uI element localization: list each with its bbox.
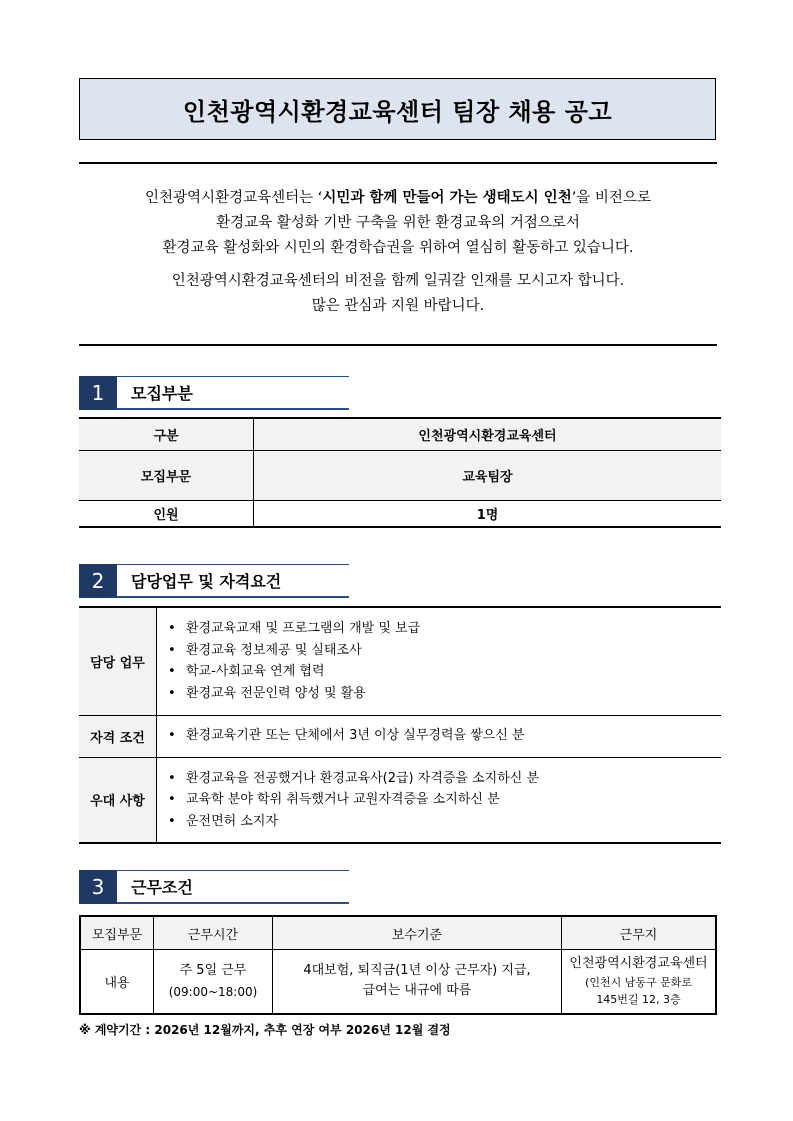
list-item: • 교육학 분야 학위 취득했거나 교원자격증을 소지하신 분 xyxy=(168,789,721,811)
table-row xyxy=(80,950,716,1014)
list-item: • 환경교육 정보제공 및 실태조사 xyxy=(168,640,721,662)
table-row xyxy=(79,450,721,500)
workplace-name: 인천광역시환경교육센터 xyxy=(569,956,708,972)
intro-line-1-start: 인천광역시환경교육센터는 ‘ xyxy=(145,190,323,206)
table-key: 담당 업무 xyxy=(79,607,157,715)
section-3-number: 3 xyxy=(79,870,117,904)
section-2-number: 2 xyxy=(79,564,117,598)
list-item: • 운전면허 소지자 xyxy=(168,811,721,833)
work-hours-time: (09:00~18:00) xyxy=(168,985,258,1000)
table-key: 인원 xyxy=(79,500,254,527)
list-item: • 환경교육교재 및 프로그램의 개발 및 보급 xyxy=(168,618,721,640)
workplace-address-2: 145번길 12, 3층 xyxy=(596,993,681,1007)
table-value: 교육팀장 xyxy=(254,450,722,500)
list-item: • 학교-사회교육 연계 협력 xyxy=(168,661,721,683)
list-item: • 환경교육을 전공했거나 환경교육사(2급) 자격증을 소지하신 분 xyxy=(168,768,721,790)
table-cell: 내용 xyxy=(80,950,154,1014)
table-row xyxy=(79,500,721,527)
table-key: 구분 xyxy=(79,418,254,450)
list-item: • 환경교육기관 또는 단체에서 3년 이상 실무경력을 쌓으신 분 xyxy=(168,725,721,747)
workplace-address-1: (인천시 남동구 문화로 xyxy=(585,976,692,990)
table-value xyxy=(157,757,722,843)
intro-line-5: 많은 관심과 지원 바랍니다. xyxy=(311,298,485,314)
salary-line-1: 4대보험, 퇴직금(1년 이상 근무자) 지급, xyxy=(303,963,531,979)
intro-text xyxy=(79,186,717,319)
intro-line-4: 인천광역시환경교육센터의 비전을 함께 일궈갈 인재를 모시고자 합니다. xyxy=(171,273,625,289)
work-hours-days: 주 5일 근무 xyxy=(179,963,247,979)
table-row xyxy=(79,757,721,843)
column-header: 근무지 xyxy=(562,916,717,950)
table-row xyxy=(79,418,721,450)
preference-list xyxy=(157,768,721,833)
table-value xyxy=(157,607,722,715)
table-value: 인천광역시환경교육센터 xyxy=(254,418,722,450)
divider xyxy=(79,162,717,164)
page-title: 인천광역시환경교육센터 팀장 채용 공고 xyxy=(79,78,716,140)
table-row xyxy=(79,715,721,757)
divider xyxy=(79,344,717,346)
table-row xyxy=(79,607,721,715)
table-key: 우대 사항 xyxy=(79,757,157,843)
intro-line-1-end: ’을 비전으로 xyxy=(571,190,651,206)
intro-line-1 xyxy=(79,186,717,211)
section-1-number: 1 xyxy=(79,376,117,410)
table-value xyxy=(157,715,722,757)
table-cell xyxy=(273,950,562,1014)
table-cell xyxy=(154,950,273,1014)
section-1-title: 모집부분 xyxy=(117,376,349,410)
section-3-title: 근무조건 xyxy=(117,870,349,904)
duties-table xyxy=(79,606,721,844)
list-item: • 환경교육 전문인력 양성 및 활용 xyxy=(168,683,721,705)
duties-list xyxy=(157,618,721,704)
salary-line-2: 급여는 내규에 따름 xyxy=(362,983,472,999)
qualification-list xyxy=(157,725,721,747)
intro-line-2: 환경교육 활성화 기반 구축을 위한 환경교육의 거점으로서 xyxy=(216,215,580,231)
table-key: 모집부문 xyxy=(79,450,254,500)
intro-vision: 시민과 함께 만들어 가는 생태도시 인천 xyxy=(322,190,572,206)
work-conditions-table xyxy=(79,915,717,1015)
contract-note: ※ 계약기간 : 2026년 12월까지, 추후 연장 여부 2026년 12월 결정 xyxy=(79,1023,451,1037)
section-1-header xyxy=(79,376,349,410)
column-header: 보수기준 xyxy=(273,916,562,950)
table-cell xyxy=(562,950,717,1014)
section-3-header xyxy=(79,870,349,904)
table-header-row xyxy=(80,916,716,950)
column-header: 근무시간 xyxy=(154,916,273,950)
recruitment-table xyxy=(79,417,721,528)
table-value: 1명 xyxy=(254,500,722,527)
table-key: 자격 조건 xyxy=(79,715,157,757)
column-header: 모집부문 xyxy=(80,916,154,950)
intro-line-3: 환경교육 활성화와 시민의 환경학습권을 위하여 열심히 활동하고 있습니다. xyxy=(162,240,634,256)
section-2-title: 담당업무 및 자격요건 xyxy=(117,564,349,598)
section-2-header xyxy=(79,564,349,598)
